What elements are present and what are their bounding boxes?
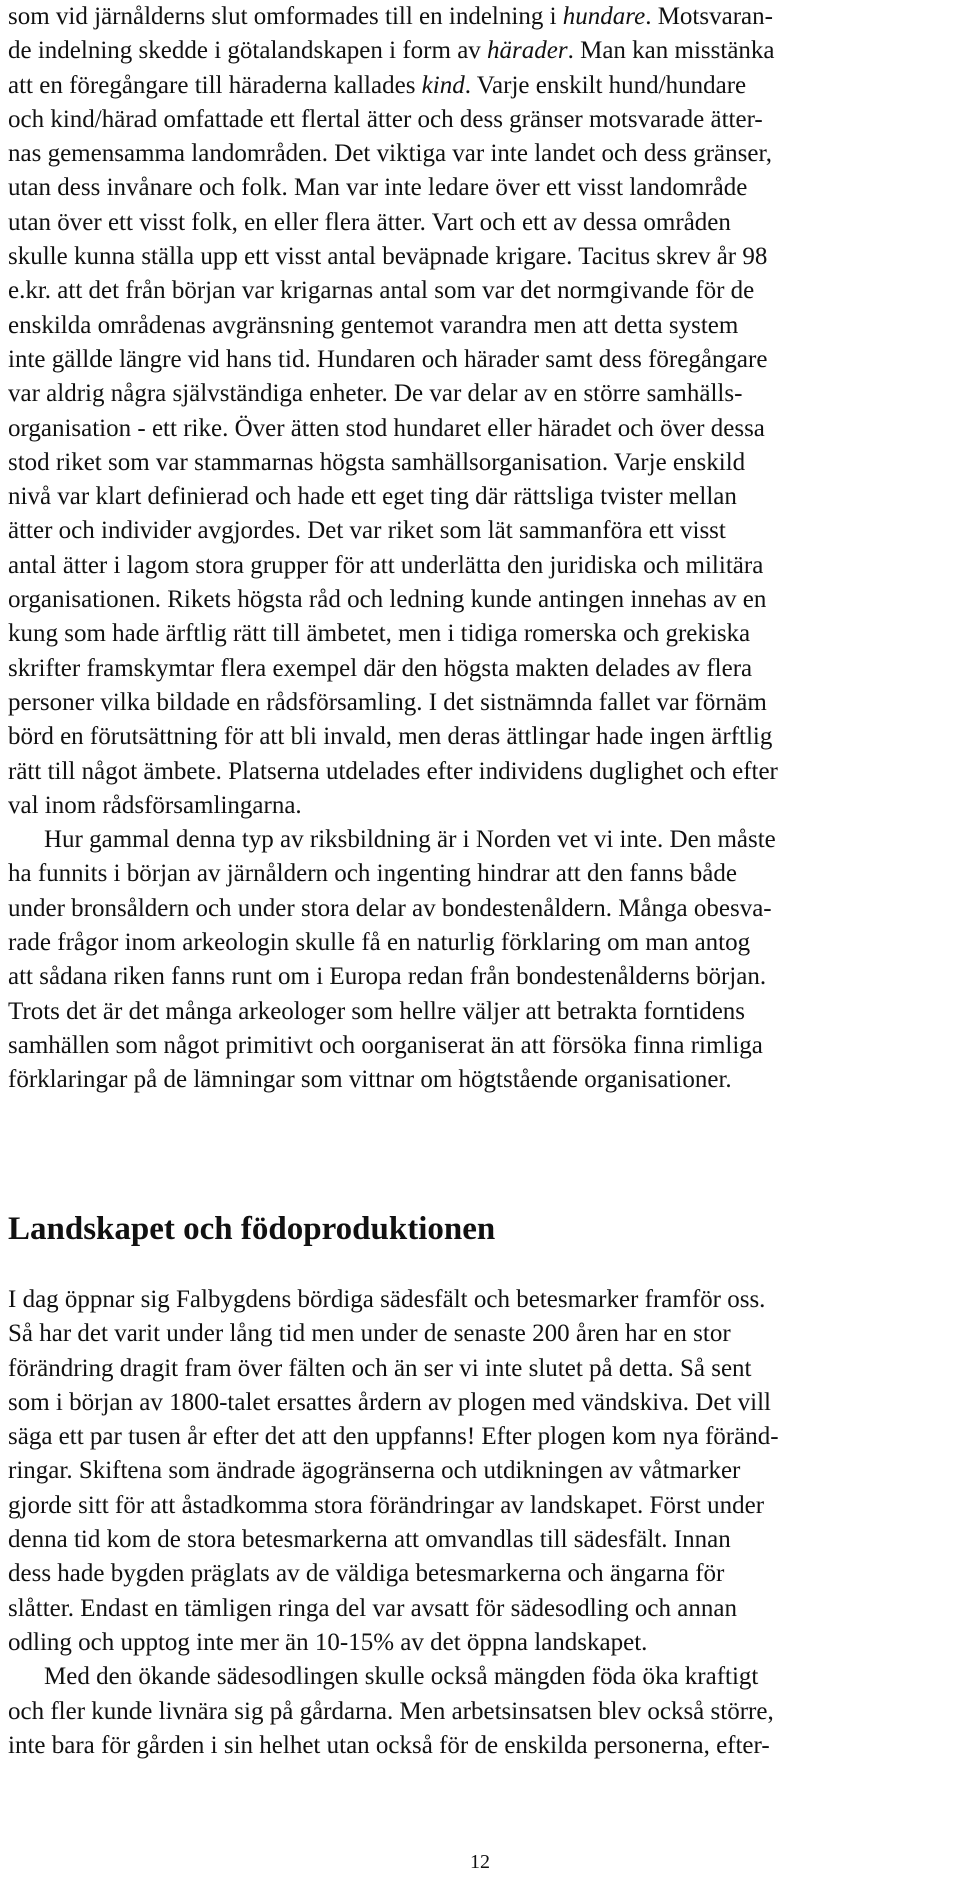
text-line (8, 926, 952, 960)
text-line (8, 583, 952, 617)
text-line (8, 1352, 952, 1386)
text-line (8, 995, 952, 1029)
text-line-content: och kind/härad omfattade ett flertal ätter och dess gränser motsvarade ätter- (8, 105, 763, 133)
italic-term: härader (487, 37, 568, 65)
text-line-content: val inom rådsförsamlingarna. (8, 791, 302, 819)
text-line-continuation: . Varje enskilt hund/hundare (464, 71, 747, 99)
text-line-content: slåtter. Endast en tämligen ringa del var avsatt för sädesodling och annan (8, 1594, 737, 1622)
text-line (8, 617, 952, 651)
text-line-content: var aldrig några självständiga enheter. De var delar av en större samhälls- (8, 380, 743, 408)
text-line (8, 686, 952, 720)
text-line (8, 652, 952, 686)
text-line (8, 1557, 952, 1591)
text-line-content: ha funnits i början av järnåldern och ingenting hindrar att den fanns både (8, 860, 737, 888)
text-line-content: utan över ett visst folk, en eller flera ätter. Vart och ett av dessa områden (8, 208, 731, 236)
text-line-content: Hur gammal denna typ av riksbildning är i Norden vet vi inte. Den måste (44, 826, 776, 854)
text-line (8, 1523, 952, 1557)
text-line (8, 1420, 952, 1454)
text-line (8, 446, 952, 480)
text-line (8, 1029, 952, 1063)
text-line-content: personer vilka bildade en rådsförsamling. I det sistnämnda fallet var förnäm (8, 688, 767, 716)
text-line-content: enskilda områdenas avgränsning gentemot varandra men att detta system (8, 311, 739, 339)
text-line-content: denna tid kom de stora betesmarkerna att omvandlas till sädesfält. Innan (8, 1526, 731, 1554)
text-line (8, 789, 952, 823)
text-line-content: säga ett par tusen år efter det att den uppfanns! Efter plogen kom nya föränd- (8, 1423, 779, 1451)
text-line (8, 1454, 952, 1488)
text-line-content: att sådana riken fanns runt om i Europa redan från bondestenålderns början. (8, 963, 767, 991)
text-line-content: I dag öppnar sig Falbygdens bördiga sädesfält och betesmarker framför oss. (8, 1286, 766, 1313)
text-line (8, 1283, 952, 1317)
text-line-content: ätter och individer avgjordes. Det var riket som lät sammanföra ett visst (8, 517, 726, 545)
text-line (8, 309, 952, 343)
text-line (8, 343, 952, 377)
text-line (8, 857, 952, 891)
text-line-content: organisation - ett rike. Över ätten stod hundaret eller häradet och över dessa (8, 414, 765, 442)
text-line-content: börd en förutsättning för att bli invald, men deras ättlingar hade ingen ärftlig (8, 723, 773, 751)
text-line (8, 1489, 952, 1523)
text-line-content: under bronsåldern och under stora delar av bondestenåldern. Många obesva- (8, 894, 772, 922)
text-line-content: stod riket som var stammarnas högsta samhällsorganisation. Varje enskild (8, 448, 746, 476)
text-line-content: rade frågor inom arkeologin skulle få en naturlig förklaring om man antog (8, 929, 751, 957)
body-text-section-2 (8, 1283, 952, 1763)
text-line-content: förklaringar på de lämningar som vittnar om högtstående organisationer. (8, 1066, 732, 1094)
text-line-content: nas gemensamma landområden. Det viktiga var inte landet och dess gränser, (8, 140, 773, 168)
text-line-content: som i början av 1800-talet ersattes årdern av plogen med vändskiva. Det vill (8, 1388, 771, 1416)
text-line (8, 1063, 952, 1097)
text-line (8, 1729, 952, 1763)
text-line-content: de indelning skedde i götalandskapen i form av (8, 37, 488, 65)
text-line (8, 171, 952, 205)
text-line-continuation: . Man kan misstänka (567, 37, 775, 65)
text-line-continuation: . Motsvaran- (645, 3, 773, 30)
text-line (8, 0, 952, 34)
text-line-content: e.kr. att det från början var krigarnas antal som var det normgivande för de (8, 277, 755, 305)
text-line-content: samhällen som något primitivt och oorganiserat än att försöka finna rimliga (8, 1031, 763, 1059)
text-line-content: och fler kunde livnära sig på gårdarna. Men arbetsinsatsen blev också större, (8, 1697, 774, 1725)
text-line-content: skulle kunna ställa upp ett visst antal beväpnade krigare. Tacitus skrev år 98 (8, 243, 768, 271)
text-line-content: Med den ökande sädesodlingen skulle också mängden föda öka kraftigt (44, 1663, 759, 1691)
text-line (8, 137, 952, 171)
body-text-section-1 (8, 0, 952, 1098)
text-line-content: Så har det varit under lång tid men under de senaste 200 åren har en stor (8, 1320, 731, 1348)
text-line-content: utan dess invånare och folk. Man var inte ledare över ett visst landområde (8, 174, 748, 202)
text-line (8, 720, 952, 754)
text-line (8, 1626, 952, 1660)
page-number: 12 (470, 1851, 490, 1873)
text-line-content: som vid järnålderns slut omformades till en indelning i (8, 3, 563, 30)
italic-term: kind (421, 71, 465, 99)
italic-term: hundare (562, 3, 646, 30)
text-line (8, 34, 952, 68)
text-line-content: kung som hade ärftlig rätt till ämbetet, men i tidiga romerska och grekiska (8, 620, 751, 648)
text-line (8, 1386, 952, 1420)
text-line (8, 274, 952, 308)
text-line-content: gjorde sitt för att åstadkomma stora förändringar av landskapet. Först under (8, 1491, 765, 1519)
text-line-content: odling och upptog inte mer än 10-15% av det öppna landskapet. (8, 1628, 648, 1656)
text-line-content: inte gällde längre vid hans tid. Hundaren och härader samt dess föregångare (8, 345, 768, 373)
text-line (8, 549, 952, 583)
text-line (8, 755, 952, 789)
text-line (8, 960, 952, 994)
text-line (8, 514, 952, 548)
text-line-content: Trots det är det många arkeologer som hellre väljer att betrakta forntidens (8, 997, 746, 1025)
text-line-content: inte bara för gården i sin helhet utan också för de enskilda personerna, efter- (8, 1731, 770, 1759)
text-line (8, 412, 952, 446)
text-line (8, 1317, 952, 1351)
section-heading: Landskapet och födoproduktionen (8, 1211, 496, 1247)
text-line-content: skrifter framskymtar flera exempel där den högsta makten delades av flera (8, 654, 753, 682)
text-line (8, 1660, 952, 1694)
text-line (8, 69, 952, 103)
text-line-content: ringar. Skiftena som ändrade ägogränserna och utdikningen av våtmarker (8, 1457, 741, 1485)
text-line-content: dess hade bygden präglats av de väldiga betesmarkerna och ängarna för (8, 1560, 725, 1588)
text-line (8, 823, 952, 857)
text-line (8, 1695, 952, 1729)
text-line (8, 103, 952, 137)
text-line (8, 480, 952, 514)
text-line-content: rätt till något ämbete. Platserna utdelades efter individens duglighet och efter (8, 757, 778, 785)
text-line-content: antal ätter i lagom stora grupper för att underlätta den juridiska och militära (8, 551, 764, 579)
text-line-content: organisationen. Rikets högsta råd och ledning kunde antingen innehas av en (8, 586, 767, 614)
text-line (8, 377, 952, 411)
text-line-content: förändring dragit fram över fälten och än ser vi inte slutet på detta. Så sent (8, 1354, 752, 1382)
text-line-content: nivå var klart definierad och hade ett eget ting där rättsliga tvister mellan (8, 483, 737, 511)
text-line (8, 1592, 952, 1626)
text-line (8, 206, 952, 240)
text-line-content: att en föregångare till häraderna kallades (8, 71, 422, 99)
text-line (8, 892, 952, 926)
text-line (8, 240, 952, 274)
